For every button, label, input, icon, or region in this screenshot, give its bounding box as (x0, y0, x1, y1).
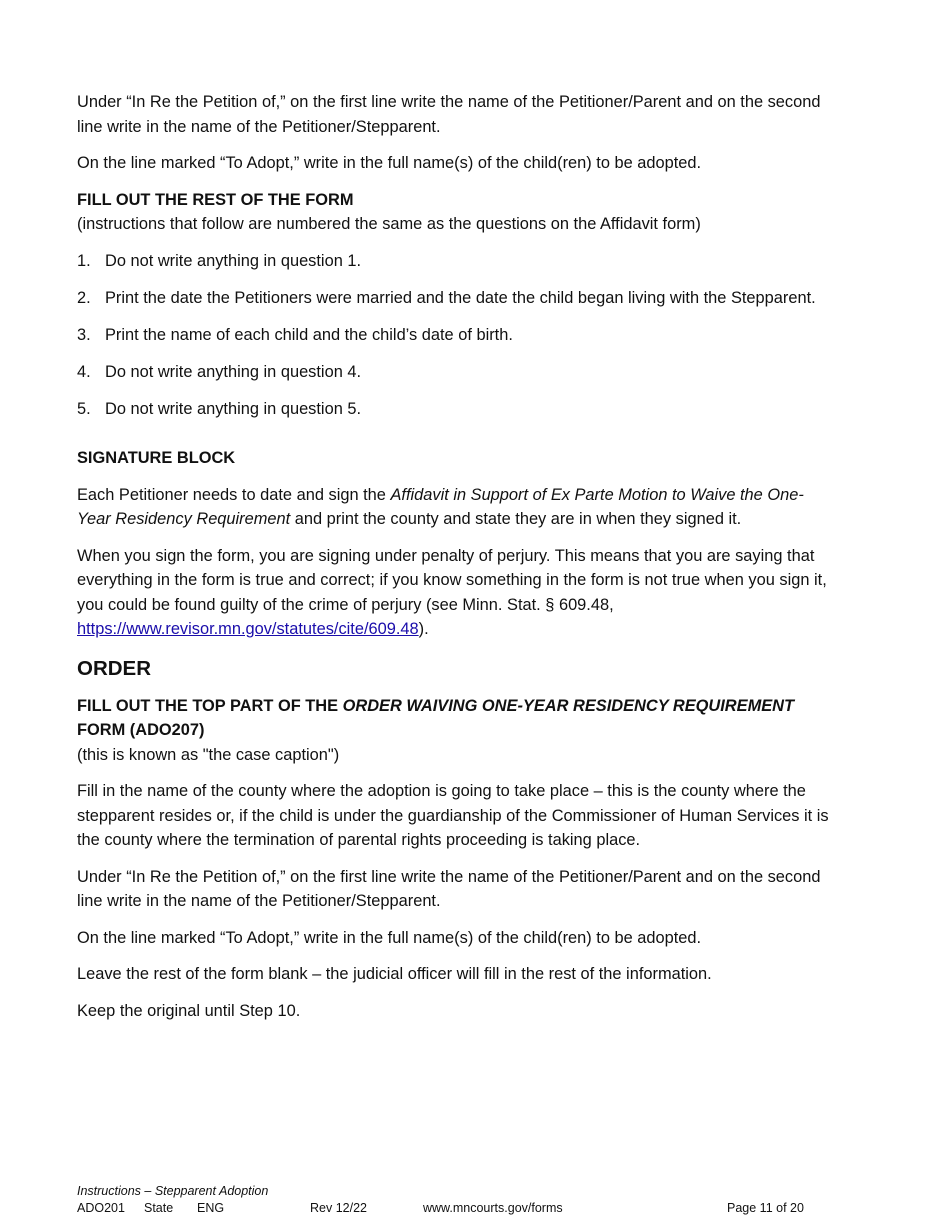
list-item-number: 4. (77, 362, 91, 381)
signature-instruction (77, 483, 837, 532)
order-form-title: ORDER WAIVING ONE-YEAR RESIDENCY REQUIREMENT (342, 696, 795, 715)
list-item-text: Print the date the Petitioners were married and the date the child began living with the Stepparent. (105, 288, 816, 307)
intro-petition-instruction: Under “In Re the Petition of,” on the first line write the name of the Petitioner/Parent and on the second line write in the name of the Petitioner/Stepparent. (77, 93, 821, 136)
order-subheading-after: FORM (ADO207) (77, 721, 205, 739)
footer-page-number: Page 11 of 20 (727, 1201, 804, 1215)
order-to-adopt-instruction: On the line marked “To Adopt,” write in the full name(s) of the child(ren) to be adopted. (77, 928, 702, 947)
intro-to-adopt-instruction: On the line marked “To Adopt,” write in the full name(s) of the child(ren) to be adopted. (77, 154, 702, 172)
signature-text-before: Each Petitioner needs to date and sign the (77, 485, 391, 504)
question-instructions-list (77, 249, 837, 422)
document-body (77, 90, 837, 1023)
list-item (77, 360, 837, 385)
footer-doc-title: Instructions – Stepparent Adoption (77, 1184, 269, 1198)
footer-form-code: ADO201 (77, 1201, 125, 1215)
order-county-instruction: Fill in the name of the county where the adoption is going to take place – this is the county where the stepparent resides or, if the child is under the guardianship of the Commissioner of Human Services it is the county where the termination of parental rights proceeding is taking place. (77, 782, 829, 849)
order-petition-instruction: Under “In Re the Petition of,” on the first line write the name of the Petitioner/Parent and on the second line write in the name of the Petitioner/Stepparent. (77, 867, 821, 910)
list-item-text: Do not write anything in question 1. (105, 251, 362, 270)
list-item-text: Print the name of each child and the child’s date of birth. (105, 325, 513, 344)
perjury-warning (77, 544, 837, 642)
list-item (77, 249, 837, 274)
list-item-number: 5. (77, 399, 91, 418)
signature-text-after: and print the county and state they are in when they signed it. (290, 510, 742, 528)
perjury-text-before: When you sign the form, you are signing under penalty of perjury. This means that you are saying that everything in the form is true and correct; if you know something in the form is not true when you sign it, you could be found guilty of the crime of perjury (see Minn. Stat. § 609.48, (77, 546, 827, 614)
list-item (77, 323, 837, 348)
list-item (77, 286, 837, 311)
order-heading: ORDER (77, 656, 152, 680)
footer-website: www.mncourts.gov/forms (423, 1201, 563, 1215)
fill-rest-subheading: (instructions that follow are numbered the same as the questions on the Affidavit form) (77, 215, 701, 233)
perjury-text-after: ). (418, 620, 429, 638)
list-item-number: 2. (77, 288, 91, 307)
list-item-number: 3. (77, 325, 91, 344)
order-subheading-before: FILL OUT THE TOP PART OF THE (77, 696, 343, 715)
signature-block-heading: SIGNATURE BLOCK (77, 449, 236, 467)
list-item-number: 1. (77, 251, 91, 270)
page-footer (77, 1183, 837, 1218)
order-subheading (77, 694, 837, 743)
footer-jurisdiction: State (144, 1201, 174, 1215)
affidavit-title: Affidavit in Support of Ex Parte Motion to Waive the One-Year Residency Requirement (77, 485, 804, 528)
statute-link[interactable]: https://www.revisor.mn.gov/statutes/cite/609.48 (77, 620, 419, 638)
case-caption-note: (this is known as "the case caption") (77, 745, 340, 764)
fill-rest-heading: FILL OUT THE REST OF THE FORM (77, 190, 354, 209)
order-leave-blank-instruction: Leave the rest of the form blank – the judicial officer will fill in the rest of the information. (77, 965, 712, 983)
order-keep-original-instruction: Keep the original until Step 10. (77, 1001, 301, 1020)
footer-language: ENG (197, 1201, 225, 1215)
list-item (77, 397, 837, 422)
footer-revision: Rev 12/22 (310, 1201, 367, 1215)
list-item-text: Do not write anything in question 4. (105, 362, 362, 381)
list-item-text: Do not write anything in question 5. (105, 399, 362, 418)
footer-meta-row (77, 1200, 837, 1218)
